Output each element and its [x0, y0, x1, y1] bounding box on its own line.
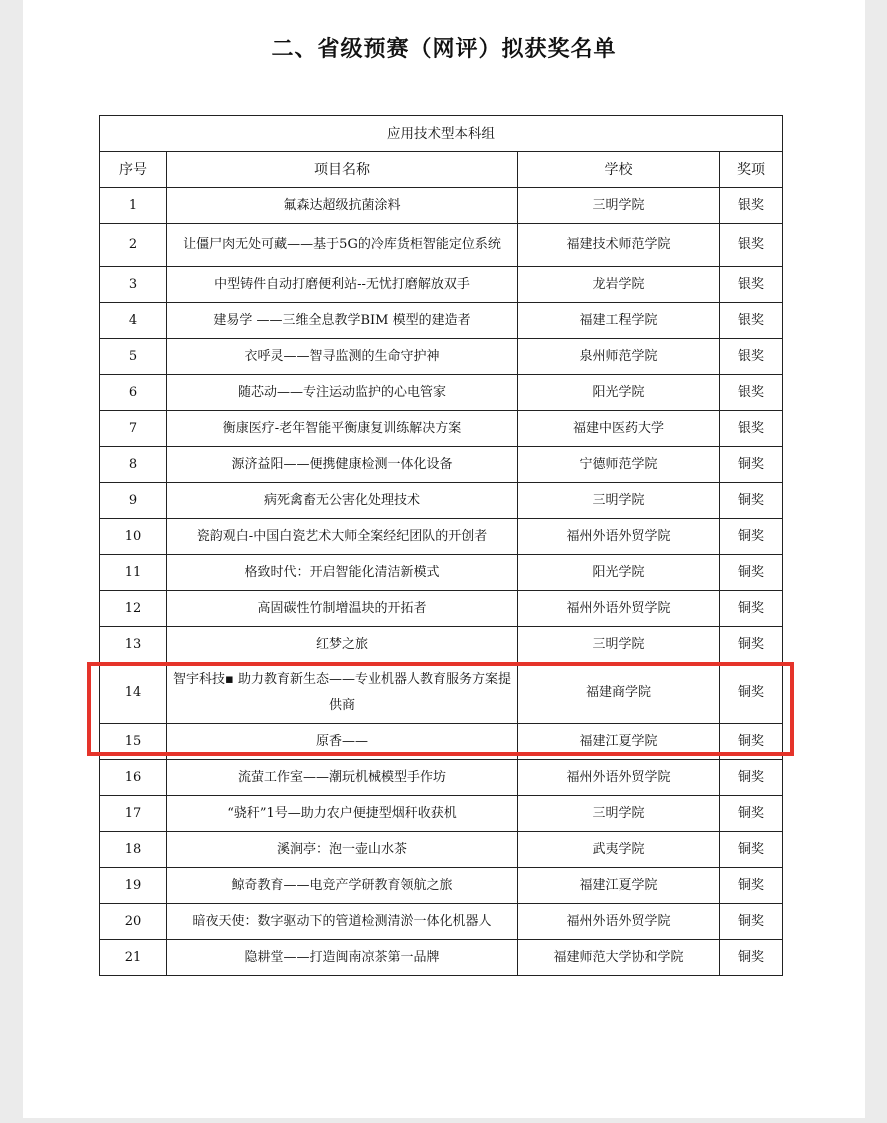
col-header-award: 奖项	[720, 152, 783, 188]
table-row	[100, 519, 783, 555]
cell-no: 4	[100, 303, 167, 339]
cell-school: 福州外语外贸学院	[518, 519, 720, 555]
cell-project: 氟森达超级抗菌涂料	[167, 188, 518, 224]
col-header-no: 序号	[100, 152, 167, 188]
cell-award: 铜奖	[720, 868, 783, 904]
cell-award: 铜奖	[720, 940, 783, 976]
cell-no: 16	[100, 760, 167, 796]
table-row	[100, 224, 783, 267]
cell-award: 铜奖	[720, 796, 783, 832]
cell-project: 鲸奇教育——电竞产学研教育领航之旅	[167, 868, 518, 904]
cell-award: 银奖	[720, 375, 783, 411]
cell-school: 福建江夏学院	[518, 868, 720, 904]
cell-project: 格致时代：开启智能化清洁新模式	[167, 555, 518, 591]
table-row	[100, 940, 783, 976]
page-title: 二、省级预赛（网评）拟获奖名单	[271, 37, 617, 62]
cell-project: 隐耕堂——打造闽南凉茶第一品牌	[167, 940, 518, 976]
cell-award: 铜奖	[720, 519, 783, 555]
cell-school: 福州外语外贸学院	[518, 760, 720, 796]
table-row	[100, 303, 783, 339]
col-header-project: 项目名称	[167, 152, 518, 188]
col-header-school: 学校	[518, 152, 720, 188]
cell-school: 三明学院	[518, 483, 720, 519]
cell-school: 三明学院	[518, 627, 720, 663]
cell-no: 8	[100, 447, 167, 483]
cell-project: 暗夜天使：数字驱动下的管道检测清淤一体化机器人	[167, 904, 518, 940]
group-header: 应用技术型本科组	[100, 116, 783, 152]
cell-no: 7	[100, 411, 167, 447]
cell-school: 福建商学院	[518, 663, 720, 724]
table-row	[100, 447, 783, 483]
cell-award: 铜奖	[720, 904, 783, 940]
cell-no: 12	[100, 591, 167, 627]
cell-no: 21	[100, 940, 167, 976]
cell-no: 15	[100, 724, 167, 760]
cell-project: 源济益阳——便携健康检测一体化设备	[167, 447, 518, 483]
table-row	[100, 627, 783, 663]
cell-project: 溪涧亭：泡一壶山水茶	[167, 832, 518, 868]
cell-project: 建易学 ——三维全息教学BIM 模型的建造者	[167, 303, 518, 339]
cell-no: 2	[100, 224, 167, 267]
cell-award: 银奖	[720, 267, 783, 303]
table-row	[100, 724, 783, 760]
cell-school: 福州外语外贸学院	[518, 591, 720, 627]
table-row	[100, 555, 783, 591]
cell-school: 武夷学院	[518, 832, 720, 868]
cell-project: 让僵尸肉无处可藏——基于5G的冷库货柜智能定位系统	[167, 224, 518, 267]
table-row	[100, 375, 783, 411]
table-row	[100, 483, 783, 519]
cell-no: 1	[100, 188, 167, 224]
cell-school: 福建中医药大学	[518, 411, 720, 447]
cell-no: 13	[100, 627, 167, 663]
cell-award: 铜奖	[720, 724, 783, 760]
cell-no: 6	[100, 375, 167, 411]
cell-school: 三明学院	[518, 188, 720, 224]
cell-school: 龙岩学院	[518, 267, 720, 303]
cell-project: 智宇科技▪ 助力教育新生态——专业机器人教育服务方案提供商	[167, 663, 518, 724]
cell-project: 流萤工作室——潮玩机械模型手作坊	[167, 760, 518, 796]
cell-project: 病死禽畜无公害化处理技术	[167, 483, 518, 519]
cell-no: 18	[100, 832, 167, 868]
cell-award: 铜奖	[720, 483, 783, 519]
cell-no: 20	[100, 904, 167, 940]
cell-award: 铜奖	[720, 760, 783, 796]
cell-school: 阳光学院	[518, 375, 720, 411]
cell-project: “骁秆”1号—助力农户便捷型烟秆收获机	[167, 796, 518, 832]
cell-award: 银奖	[720, 224, 783, 267]
cell-project: 随芯动——专注运动监护的心电管家	[167, 375, 518, 411]
cell-school: 福州外语外贸学院	[518, 904, 720, 940]
cell-no: 5	[100, 339, 167, 375]
cell-project: 衡康医疗-老年智能平衡康复训练解决方案	[167, 411, 518, 447]
cell-school: 福建江夏学院	[518, 724, 720, 760]
table-row	[100, 411, 783, 447]
table-row	[100, 904, 783, 940]
cell-award: 铜奖	[720, 591, 783, 627]
cell-no: 11	[100, 555, 167, 591]
cell-project: 中型铸件自动打磨便利站--无忧打磨解放双手	[167, 267, 518, 303]
table-row	[100, 188, 783, 224]
cell-project: 衣呼灵——智寻监测的生命守护神	[167, 339, 518, 375]
cell-award: 铜奖	[720, 627, 783, 663]
cell-award: 银奖	[720, 411, 783, 447]
cell-award: 银奖	[720, 188, 783, 224]
cell-no: 17	[100, 796, 167, 832]
cell-project: 原香——	[167, 724, 518, 760]
cell-school: 福建师范大学协和学院	[518, 940, 720, 976]
table-row	[100, 760, 783, 796]
cell-no: 10	[100, 519, 167, 555]
cell-award: 铜奖	[720, 555, 783, 591]
cell-project: 高固碳性竹制增温块的开拓者	[167, 591, 518, 627]
table-row	[100, 339, 783, 375]
cell-award: 银奖	[720, 339, 783, 375]
table-row	[100, 591, 783, 627]
cell-school: 阳光学院	[518, 555, 720, 591]
cell-award: 铜奖	[720, 447, 783, 483]
table-row	[100, 663, 783, 724]
cell-project: 瓷韵观白-中国白瓷艺术大师全案经纪团队的开创者	[167, 519, 518, 555]
cell-school: 泉州师范学院	[518, 339, 720, 375]
cell-no: 19	[100, 868, 167, 904]
table-row	[100, 832, 783, 868]
table-row	[100, 796, 783, 832]
cell-no: 14	[100, 663, 167, 724]
award-table	[99, 115, 783, 976]
cell-no: 3	[100, 267, 167, 303]
table-row	[100, 267, 783, 303]
cell-award: 铜奖	[720, 663, 783, 724]
cell-school: 三明学院	[518, 796, 720, 832]
cell-project: 红梦之旅	[167, 627, 518, 663]
cell-school: 福建工程学院	[518, 303, 720, 339]
cell-no: 9	[100, 483, 167, 519]
cell-school: 宁德师范学院	[518, 447, 720, 483]
table-row	[100, 868, 783, 904]
cell-school: 福建技术师范学院	[518, 224, 720, 267]
cell-award: 铜奖	[720, 832, 783, 868]
cell-award: 银奖	[720, 303, 783, 339]
